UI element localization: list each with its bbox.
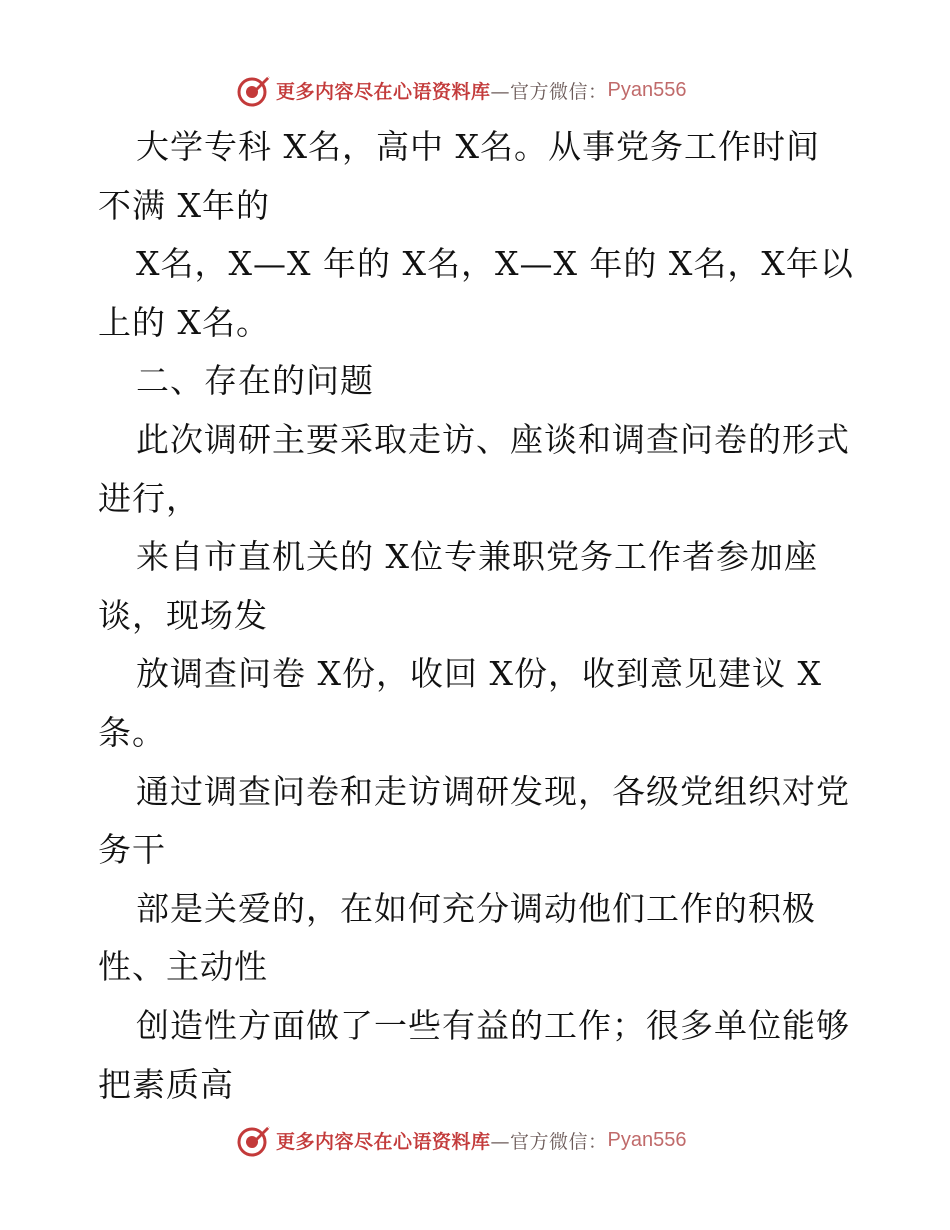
banner-wechat-id: Pyan556: [607, 1128, 687, 1151]
footer-banner: [236, 1120, 687, 1160]
text-line: 把素质高: [98, 1064, 234, 1104]
text-line: 通过调查问卷和走访调研发现，各级党组织对党: [136, 771, 850, 811]
text-line: 部是关爱的，在如何充分调动他们工作的积极: [136, 888, 816, 928]
text-line: 务干: [98, 830, 166, 870]
section-heading: 二、存在的问题: [136, 361, 374, 401]
text-line: 进行，: [98, 478, 200, 518]
text-line: 性、主动性: [98, 947, 268, 987]
text-line: 创造性方面做了一些有益的工作；很多单位能够: [136, 1005, 850, 1045]
text-line: 大学专科 X名，高中 X名。从事党务工作时间: [136, 127, 820, 166]
banner-sub-text: —官方微信：: [490, 1130, 608, 1153]
text-line: 此次调研主要采取走访、座谈和调查问卷的形式: [136, 419, 850, 459]
text-line: 不满 X年的: [98, 185, 270, 225]
text-line: 上的 X名。: [98, 302, 270, 342]
text-line: 放调查问卷 X份，收回 X份，收到意见建议 X: [136, 654, 822, 694]
text-line: 来自市直机关的 X位专兼职党务工作者参加座: [136, 537, 818, 577]
banner-sub-text: —官方微信：: [490, 80, 608, 103]
banner-main-text: 更多内容尽在心语资料库: [276, 1130, 491, 1153]
text-line: X名，X—X 年的 X名，X—X 年的 X名，X年以: [136, 244, 854, 284]
text-line: 条。: [98, 712, 166, 752]
body-text: [98, 118, 858, 1114]
header-banner: [236, 70, 687, 110]
banner-main-text: 更多内容尽在心语资料库: [276, 80, 491, 103]
pen-logo-icon: [236, 72, 272, 108]
banner-wechat-id: Pyan556: [607, 78, 687, 101]
pen-logo-icon: [236, 1122, 272, 1158]
text-line: 谈，现场发: [98, 595, 268, 635]
